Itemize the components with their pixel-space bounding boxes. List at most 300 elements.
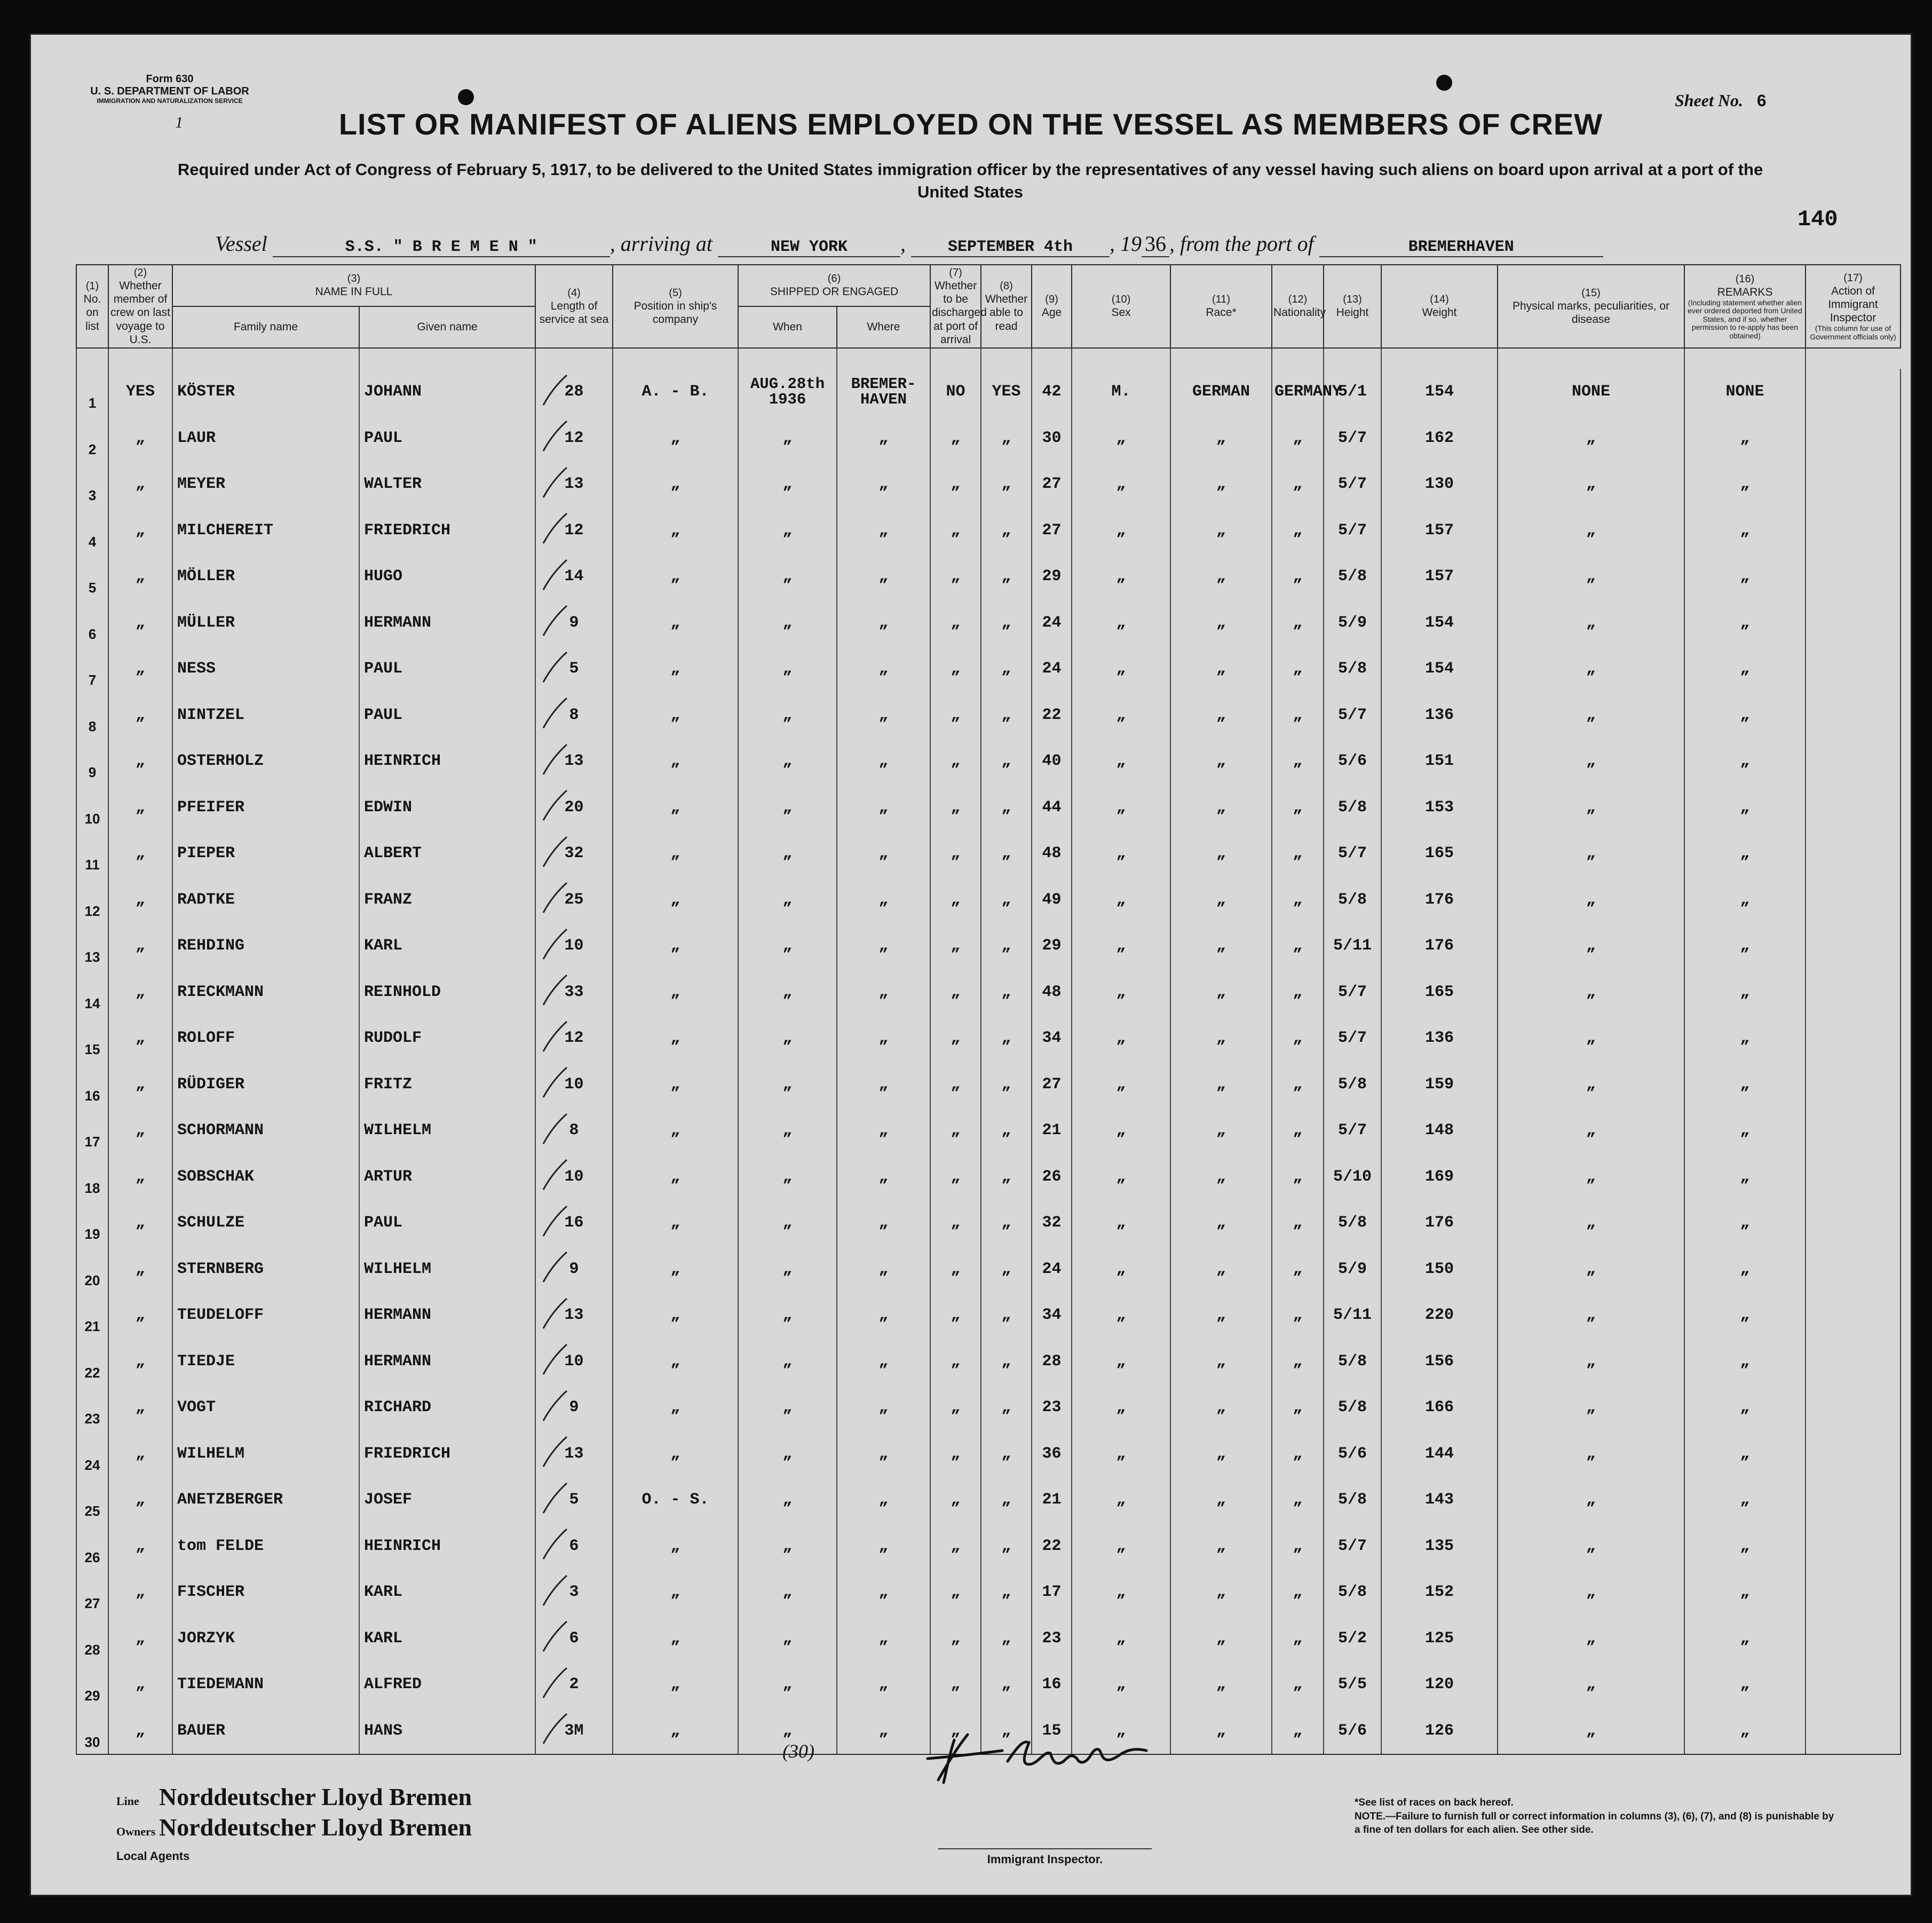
prev-voyage-cell: „ — [108, 1523, 172, 1569]
position-cell: „ — [613, 646, 738, 692]
given-name-cell: ARTUR — [359, 1153, 535, 1200]
discharge-cell: „ — [930, 784, 981, 830]
row-number: 12 — [76, 876, 108, 923]
race-cell: „ — [1170, 1292, 1272, 1339]
race-cell: „ — [1170, 415, 1272, 461]
shipped-when-cell: „ — [738, 599, 837, 646]
family-name-cell: PFEIFER — [172, 784, 359, 830]
department-name: U. S. DEPARTMENT OF LABOR — [90, 85, 249, 97]
age-cell: 23 — [1032, 1615, 1072, 1661]
shipped-when-cell: „ — [738, 738, 837, 785]
remarks-cell: „ — [1684, 1707, 1806, 1754]
given-name-cell: FRIEDRICH — [359, 1430, 535, 1477]
given-name-cell: HANS — [359, 1707, 535, 1754]
age-cell: 30 — [1032, 415, 1072, 461]
tick-mark — [539, 1111, 571, 1147]
position-cell: „ — [613, 1061, 738, 1107]
weight-cell: 152 — [1381, 1569, 1498, 1616]
given-name-cell: HEINRICH — [359, 1523, 535, 1569]
service-length-cell — [535, 738, 613, 785]
tick-mark — [539, 510, 571, 547]
tick-mark — [539, 603, 571, 639]
shipped-where-cell: „ — [837, 1107, 930, 1154]
age-cell: 27 — [1032, 1061, 1072, 1107]
marks-cell: „ — [1498, 1107, 1684, 1154]
remarks-cell: „ — [1684, 738, 1806, 785]
col-header-read: (8) Whether able to read — [981, 265, 1032, 348]
race-cell: „ — [1170, 1569, 1272, 1616]
table-row — [76, 1615, 1901, 1661]
age-cell: 49 — [1032, 876, 1072, 923]
table-row — [76, 1569, 1901, 1616]
service-length-value: 13 — [564, 752, 584, 771]
discharge-cell: „ — [930, 1015, 981, 1062]
service-length-cell — [535, 784, 613, 830]
read-cell: „ — [981, 1292, 1032, 1339]
tick-mark — [539, 695, 571, 731]
arrival-year: 36 — [1142, 231, 1169, 257]
service-length-cell — [535, 1061, 613, 1107]
shipped-when-cell: „ — [738, 1569, 837, 1616]
table-row — [76, 461, 1901, 508]
action-cell — [1806, 599, 1901, 646]
nationality-cell: „ — [1272, 461, 1324, 508]
family-name-cell: STERNBERG — [172, 1246, 359, 1292]
service-length-cell — [535, 692, 613, 738]
shipped-when-cell: „ — [738, 1338, 837, 1384]
height-cell: 5/9 — [1324, 599, 1381, 646]
weight-cell: 176 — [1381, 1200, 1498, 1246]
position-cell: „ — [613, 599, 738, 646]
row-number: 22 — [76, 1338, 108, 1384]
service-length-value: 8 — [569, 1121, 579, 1140]
marks-cell: „ — [1498, 1015, 1684, 1062]
service-length-value: 3 — [569, 1583, 579, 1602]
shipped-where-cell: „ — [837, 1200, 930, 1246]
position-cell: „ — [613, 1153, 738, 1200]
shipped-where-cell: „ — [837, 1615, 930, 1661]
marks-cell: NONE — [1498, 369, 1684, 415]
height-cell: 5/7 — [1324, 507, 1381, 553]
age-cell: 44 — [1032, 784, 1072, 830]
read-cell: „ — [981, 599, 1032, 646]
table-row — [76, 738, 1901, 785]
table-row — [76, 1200, 1901, 1246]
row-number: 1 — [76, 369, 108, 415]
marks-cell: „ — [1498, 1246, 1684, 1292]
marks-cell: „ — [1498, 784, 1684, 830]
sheet-number-value: 6 — [1756, 92, 1767, 112]
weight-cell: 153 — [1381, 784, 1498, 830]
shipped-when-cell: „ — [738, 1107, 837, 1154]
shipped-when-cell: „ — [738, 1661, 837, 1708]
service-length-cell — [535, 646, 613, 692]
row-number: 16 — [76, 1061, 108, 1107]
height-cell: 5/8 — [1324, 553, 1381, 600]
action-cell — [1806, 1615, 1901, 1661]
given-name-cell: HERMANN — [359, 1292, 535, 1339]
prev-voyage-cell: „ — [108, 1246, 172, 1292]
height-cell: 5/6 — [1324, 738, 1381, 785]
row-number: 23 — [76, 1384, 108, 1431]
row-number: 20 — [76, 1246, 108, 1292]
col-header-height: (13) Height — [1324, 265, 1381, 348]
discharge-cell: „ — [930, 1523, 981, 1569]
service-length-cell — [535, 1292, 613, 1339]
given-name-cell: RUDOLF — [359, 1015, 535, 1062]
height-cell: 5/7 — [1324, 461, 1381, 508]
age-cell: 48 — [1032, 830, 1072, 877]
position-cell: „ — [613, 461, 738, 508]
sex-cell: „ — [1072, 1153, 1170, 1200]
prev-voyage-cell: „ — [108, 738, 172, 785]
table-row — [76, 1015, 1901, 1062]
action-cell — [1806, 1246, 1901, 1292]
col-header-age: (9) Age — [1032, 265, 1072, 348]
weight-cell: 136 — [1381, 1015, 1498, 1062]
action-cell — [1806, 646, 1901, 692]
read-cell: „ — [981, 1246, 1032, 1292]
given-name-cell: KARL — [359, 1569, 535, 1616]
sex-cell: „ — [1072, 1523, 1170, 1569]
position-cell: „ — [613, 1338, 738, 1384]
prev-voyage-cell: YES — [108, 369, 172, 415]
prev-voyage-cell: „ — [108, 1015, 172, 1062]
table-row — [76, 507, 1901, 553]
race-cell: „ — [1170, 507, 1272, 553]
service-length-value: 2 — [569, 1675, 579, 1694]
family-name-cell: SCHULZE — [172, 1200, 359, 1246]
row-number: 8 — [76, 692, 108, 738]
prev-voyage-cell: „ — [108, 646, 172, 692]
race-cell: „ — [1170, 1615, 1272, 1661]
marks-cell: „ — [1498, 1707, 1684, 1754]
race-cell: „ — [1170, 1707, 1272, 1754]
table-row — [76, 369, 1901, 415]
age-cell: 24 — [1032, 599, 1072, 646]
age-cell: 36 — [1032, 1430, 1072, 1477]
shipped-when-cell: „ — [738, 1384, 837, 1431]
action-cell — [1806, 1061, 1901, 1107]
shipped-where-cell: „ — [837, 461, 930, 508]
prev-voyage-cell: „ — [108, 1107, 172, 1154]
col-header-remarks: (16) REMARKS (Including statement whether alien ever ordered deported from United States, and if so, whether permission to re-apply has been obtained) — [1684, 265, 1806, 348]
given-name-cell: ALFRED — [359, 1661, 535, 1708]
service-length-value: 12 — [564, 429, 584, 447]
shipped-when-cell: „ — [738, 507, 837, 553]
service-length-cell — [535, 1338, 613, 1384]
table-row — [76, 1661, 1901, 1708]
row-number: 14 — [76, 969, 108, 1015]
marks-cell: „ — [1498, 1661, 1684, 1708]
table-row — [76, 1338, 1901, 1384]
height-cell: 5/6 — [1324, 1430, 1381, 1477]
discharge-cell: „ — [930, 830, 981, 877]
nationality-cell: „ — [1272, 1246, 1324, 1292]
age-cell: 21 — [1032, 1477, 1072, 1523]
action-cell — [1806, 692, 1901, 738]
nationality-cell: „ — [1272, 1523, 1324, 1569]
given-name-cell: FRIEDRICH — [359, 507, 535, 553]
service-length-value: 25 — [564, 890, 584, 909]
height-cell: 5/8 — [1324, 876, 1381, 923]
nationality-cell: „ — [1272, 599, 1324, 646]
remarks-cell: „ — [1684, 1430, 1806, 1477]
weight-cell: 154 — [1381, 369, 1498, 415]
row-number: 29 — [76, 1661, 108, 1708]
race-cell: „ — [1170, 1153, 1272, 1200]
tick-mark — [539, 1618, 571, 1655]
action-cell — [1806, 969, 1901, 1015]
shipped-where-cell: „ — [837, 1246, 930, 1292]
action-cell — [1806, 1430, 1901, 1477]
row-number: 7 — [76, 646, 108, 692]
race-cell: GERMAN — [1170, 369, 1272, 415]
shipped-where-cell: „ — [837, 1477, 930, 1523]
height-cell: 5/8 — [1324, 1338, 1381, 1384]
remarks-cell: „ — [1684, 1338, 1806, 1384]
remarks-cell: „ — [1684, 461, 1806, 508]
position-cell: „ — [613, 1661, 738, 1708]
position-cell: „ — [613, 1292, 738, 1339]
tick-mark — [539, 972, 571, 1008]
service-length-value: 16 — [564, 1214, 584, 1232]
prev-voyage-cell: „ — [108, 599, 172, 646]
remarks-cell: „ — [1684, 553, 1806, 600]
age-cell: 27 — [1032, 507, 1072, 553]
family-name-cell: JORZYK — [172, 1615, 359, 1661]
position-cell: „ — [613, 969, 738, 1015]
service-length-cell — [535, 1707, 613, 1754]
discharge-cell: NO — [930, 369, 981, 415]
service-length-cell — [535, 1615, 613, 1661]
row-number: 2 — [76, 415, 108, 461]
marks-cell: „ — [1498, 507, 1684, 553]
remarks-cell: „ — [1684, 876, 1806, 923]
nationality-cell: „ — [1272, 1107, 1324, 1154]
sex-cell: „ — [1072, 1292, 1170, 1339]
age-cell: 34 — [1032, 1292, 1072, 1339]
prev-voyage-cell: „ — [108, 461, 172, 508]
col-header-sex: (10) Sex — [1072, 265, 1170, 348]
service-length-value: 6 — [569, 1537, 579, 1555]
tick-mark — [539, 1249, 571, 1285]
service-length-value: 13 — [564, 1444, 584, 1463]
action-cell — [1806, 830, 1901, 877]
service-length-value: 10 — [564, 937, 584, 955]
col-header-service: (4) Length of service at sea — [535, 265, 613, 348]
given-name-cell: JOHANN — [359, 369, 535, 415]
discharge-cell: „ — [930, 923, 981, 969]
table-row — [76, 969, 1901, 1015]
given-name-cell: WILHELM — [359, 1107, 535, 1154]
sex-cell: „ — [1072, 553, 1170, 600]
remarks-cell: „ — [1684, 1015, 1806, 1062]
discharge-cell: „ — [930, 599, 981, 646]
sex-cell: „ — [1072, 923, 1170, 969]
shipped-where-cell: „ — [837, 1707, 930, 1754]
service-length-value: 10 — [564, 1167, 584, 1186]
weight-cell: 154 — [1381, 646, 1498, 692]
col-header-no: (1) No. on list — [76, 265, 108, 348]
nationality-cell: „ — [1272, 1430, 1324, 1477]
read-cell: „ — [981, 969, 1032, 1015]
col-header-position: (5) Position in ship's company — [613, 265, 738, 348]
sex-cell: „ — [1072, 1384, 1170, 1431]
col-header-discharge: (7) Whether to be discharged at port of arrival — [930, 265, 981, 348]
weight-cell: 176 — [1381, 876, 1498, 923]
shipped-when-cell: „ — [738, 923, 837, 969]
marks-cell: „ — [1498, 553, 1684, 600]
read-cell: „ — [981, 553, 1032, 600]
prev-voyage-cell: „ — [108, 1569, 172, 1616]
age-cell: 32 — [1032, 1200, 1072, 1246]
shipped-when-cell: „ — [738, 1430, 837, 1477]
family-name-cell: RÜDIGER — [172, 1061, 359, 1107]
race-cell: „ — [1170, 553, 1272, 600]
nationality-cell: „ — [1272, 969, 1324, 1015]
age-cell: 23 — [1032, 1384, 1072, 1431]
col-header-weight: (14) Weight — [1381, 265, 1498, 348]
action-cell — [1806, 1523, 1901, 1569]
year-prefix: , 19 — [1110, 232, 1142, 256]
sex-cell: „ — [1072, 969, 1170, 1015]
owners-row — [116, 1813, 472, 1841]
tick-mark — [539, 926, 571, 962]
action-cell — [1806, 876, 1901, 923]
family-name-cell: FISCHER — [172, 1569, 359, 1616]
weight-cell: 144 — [1381, 1430, 1498, 1477]
family-name-cell: VOGT — [172, 1384, 359, 1431]
service-length-value: 9 — [569, 613, 579, 632]
service-length-value: 5 — [569, 660, 579, 678]
position-cell: „ — [613, 1246, 738, 1292]
table-row — [76, 1292, 1901, 1339]
sex-cell: „ — [1072, 1707, 1170, 1754]
shipped-where-cell: „ — [837, 1430, 930, 1477]
shipped-when-cell: „ — [738, 1200, 837, 1246]
age-cell: 40 — [1032, 738, 1072, 785]
read-cell: „ — [981, 1061, 1032, 1107]
table-row — [76, 1246, 1901, 1292]
service-length-cell — [535, 830, 613, 877]
col-header-nationality: (12) Nationality — [1272, 265, 1324, 348]
tick-mark — [539, 1064, 571, 1101]
shipped-when-cell: „ — [738, 415, 837, 461]
marks-cell: „ — [1498, 1061, 1684, 1107]
row-number: 19 — [76, 1200, 108, 1246]
prev-voyage-cell: „ — [108, 1384, 172, 1431]
footnote-block — [1355, 1796, 1835, 1837]
service-length-cell — [535, 415, 613, 461]
service-length-value: 9 — [569, 1260, 579, 1278]
service-length-value: 8 — [569, 706, 579, 724]
position-cell: „ — [613, 1707, 738, 1754]
shipped-where-cell: „ — [837, 1015, 930, 1062]
marks-cell: „ — [1498, 876, 1684, 923]
nationality-cell: „ — [1272, 738, 1324, 785]
marks-cell: „ — [1498, 1200, 1684, 1246]
marks-cell: „ — [1498, 1384, 1684, 1431]
weight-cell: 120 — [1381, 1661, 1498, 1708]
remarks-cell: „ — [1684, 1615, 1806, 1661]
sex-cell: „ — [1072, 692, 1170, 738]
nationality-cell: „ — [1272, 1338, 1324, 1384]
family-name-cell: LAUR — [172, 415, 359, 461]
sex-cell: „ — [1072, 1477, 1170, 1523]
sex-cell: „ — [1072, 830, 1170, 877]
table-row — [76, 646, 1901, 692]
shipped-when-cell: „ — [738, 1707, 837, 1754]
height-cell: 5/1 — [1324, 369, 1381, 415]
marks-cell: „ — [1498, 1153, 1684, 1200]
nationality-cell: „ — [1272, 1477, 1324, 1523]
shipped-when-cell: „ — [738, 1292, 837, 1339]
prev-voyage-cell: „ — [108, 415, 172, 461]
table-row — [76, 1153, 1901, 1200]
service-length-value: 5 — [569, 1491, 579, 1509]
height-cell: 5/6 — [1324, 1707, 1381, 1754]
col-header-given-name: Given name — [359, 306, 535, 348]
tick-mark — [539, 787, 571, 824]
prev-voyage-cell: „ — [108, 507, 172, 553]
marks-cell: „ — [1498, 1292, 1684, 1339]
position-cell: „ — [613, 507, 738, 553]
service-length-cell — [535, 1200, 613, 1246]
row-number: 4 — [76, 507, 108, 553]
col-header-where: Where — [837, 306, 930, 348]
row-number: 5 — [76, 553, 108, 600]
tick-mark — [539, 1480, 571, 1516]
shipped-when-cell: AUG.28th 1936 — [738, 369, 837, 415]
marks-cell: „ — [1498, 830, 1684, 877]
given-name-cell: FRITZ — [359, 1061, 535, 1107]
action-cell — [1806, 1338, 1901, 1384]
col-header-action: (17) Action of Immigrant Inspector (This column for use of Government officials only) — [1806, 265, 1901, 348]
tick-mark — [539, 1388, 571, 1424]
nationality-cell: „ — [1272, 784, 1324, 830]
marks-cell: „ — [1498, 969, 1684, 1015]
row-number: 6 — [76, 599, 108, 646]
vessel-name: S.S. " B R E M E N " — [273, 238, 610, 257]
race-cell: „ — [1170, 1477, 1272, 1523]
discharge-cell: „ — [930, 1430, 981, 1477]
read-cell: „ — [981, 1615, 1032, 1661]
tick-mark — [539, 464, 571, 501]
tick-mark — [539, 1526, 571, 1562]
discharge-cell: „ — [930, 738, 981, 785]
service-length-cell — [535, 1477, 613, 1523]
nationality-cell: „ — [1272, 646, 1324, 692]
remarks-cell: „ — [1684, 830, 1806, 877]
weight-cell: 126 — [1381, 1707, 1498, 1754]
marks-cell: „ — [1498, 1615, 1684, 1661]
height-cell: 5/11 — [1324, 1292, 1381, 1339]
discharge-cell: „ — [930, 1153, 981, 1200]
sex-cell: „ — [1072, 1200, 1170, 1246]
discharge-cell: „ — [930, 1246, 981, 1292]
race-cell: „ — [1170, 784, 1272, 830]
row-number: 28 — [76, 1615, 108, 1661]
service-length-cell — [535, 1384, 613, 1431]
sex-cell: „ — [1072, 599, 1170, 646]
height-cell: 5/9 — [1324, 1246, 1381, 1292]
marks-cell: „ — [1498, 599, 1684, 646]
shipped-when-cell: „ — [738, 969, 837, 1015]
age-cell: 17 — [1032, 1569, 1072, 1616]
shipped-when-cell: „ — [738, 1061, 837, 1107]
action-cell — [1806, 1661, 1901, 1708]
